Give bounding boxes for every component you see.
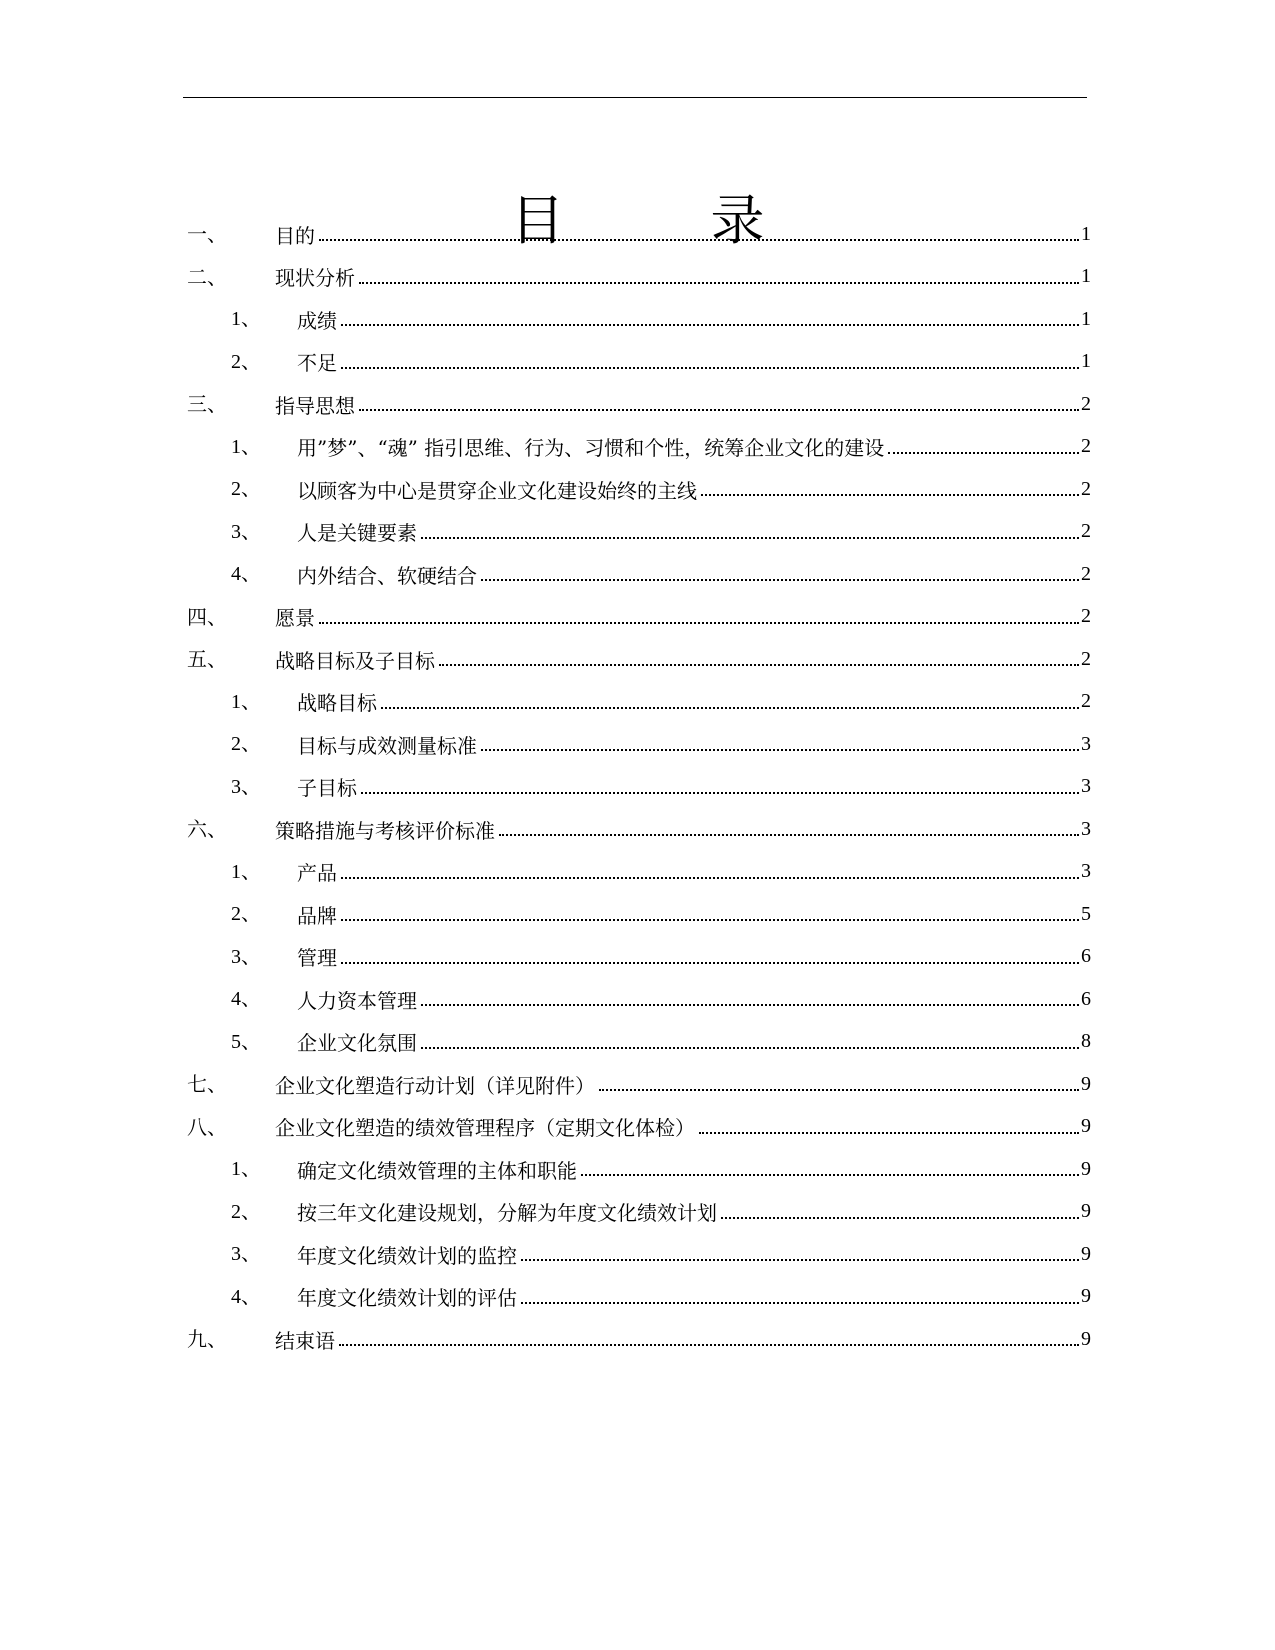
header-rule (183, 97, 1087, 98)
toc-entry-line (297, 553, 1091, 596)
toc-dot-leader (701, 494, 1079, 496)
toc-entry-number: 2、 (231, 478, 261, 500)
toc-entry-page-number[interactable]: 1 (1081, 350, 1091, 373)
toc-entry-line (297, 426, 1091, 469)
toc-entry[interactable] (0, 681, 1275, 724)
toc-entry-number: 3、 (231, 775, 261, 798)
toc-dot-leader (421, 1004, 1079, 1006)
toc-entry-title[interactable]: 内外结合、软硬结合 (297, 563, 477, 588)
toc-entry[interactable] (0, 851, 1275, 894)
toc-entry[interactable] (0, 213, 1275, 256)
toc-dot-leader (341, 877, 1079, 879)
toc-entry-line (275, 1063, 1091, 1106)
toc-dot-leader (319, 239, 1079, 241)
toc-entry-page-number[interactable]: 2 (1081, 435, 1091, 458)
toc-dot-leader (599, 1089, 1079, 1091)
toc-entry-page-number[interactable]: 9 (1081, 1285, 1091, 1308)
toc-entry-number: 4、 (231, 1285, 261, 1308)
toc-entry-title[interactable]: 目标与成效测量标准 (297, 733, 477, 758)
toc-entry-number: 3、 (231, 1243, 261, 1265)
toc-dot-leader (341, 367, 1079, 369)
toc-entry-page-number[interactable]: 3 (1081, 860, 1091, 883)
toc-entry-number: 2、 (231, 733, 261, 755)
table-of-contents (0, 213, 1275, 1361)
toc-entry-page-number[interactable]: 2 (1081, 605, 1091, 628)
toc-entry-number: 1、 (231, 1158, 261, 1180)
toc-entry-title[interactable]: 人是关键要素 (297, 521, 417, 546)
toc-entry-page-number[interactable]: 2 (1081, 690, 1091, 713)
toc-entry-line (297, 851, 1091, 894)
toc-entry-line (297, 893, 1091, 936)
toc-dot-leader (699, 1132, 1079, 1134)
toc-entry-title[interactable]: 按三年文化建设规划，分解为年度文化绩效计划 (297, 1201, 717, 1226)
toc-entry-page-number[interactable]: 9 (1081, 1327, 1091, 1350)
toc-entry-title[interactable]: 企业文化塑造行动计划（详见附件） (275, 1073, 595, 1098)
toc-entry-page-number[interactable]: 2 (1081, 562, 1091, 585)
toc-entry-line (297, 1148, 1091, 1191)
toc-entry-line (275, 383, 1091, 426)
toc-entry-number: 四、 (187, 604, 227, 629)
toc-entry-title[interactable]: 成绩 (297, 308, 337, 333)
toc-entry-number: 4、 (231, 988, 261, 1010)
toc-entry-title[interactable]: 愿景 (275, 606, 315, 631)
toc-entry-title[interactable]: 管理 (297, 946, 337, 971)
toc-dot-leader (361, 792, 1079, 794)
toc-dot-leader (721, 1217, 1079, 1219)
toc-entry-title[interactable]: 企业文化塑造的绩效管理程序（定期文化体检） (275, 1116, 695, 1141)
toc-dot-leader (341, 962, 1079, 964)
toc-entry-number: 1、 (231, 435, 261, 458)
page-title: 目 录 (510, 189, 811, 253)
toc-entry-page-number[interactable]: 9 (1081, 1200, 1091, 1223)
toc-entry-page-number[interactable]: 3 (1081, 775, 1091, 798)
toc-entry[interactable] (0, 383, 1275, 426)
toc-entry[interactable] (0, 596, 1275, 639)
toc-entry-line (297, 1021, 1091, 1064)
toc-entry[interactable] (0, 1191, 1275, 1234)
toc-entry-page-number[interactable]: 5 (1081, 902, 1091, 925)
toc-entry-title[interactable]: 策略措施与考核评价标准 (275, 818, 495, 843)
toc-entry-title[interactable]: 确定文化绩效管理的主体和职能 (297, 1158, 577, 1183)
toc-entry-line (275, 596, 1091, 639)
toc-entry-page-number[interactable]: 1 (1081, 265, 1091, 288)
toc-dot-leader (499, 834, 1079, 836)
toc-entry-line (297, 1191, 1091, 1234)
toc-entry-number: 九、 (187, 1327, 227, 1351)
toc-entry[interactable] (0, 1318, 1275, 1361)
toc-entry-title[interactable]: 子目标 (297, 776, 357, 801)
toc-entry-line (275, 213, 1091, 256)
toc-entry-page-number[interactable]: 6 (1081, 945, 1091, 968)
toc-entry-number: 五、 (187, 647, 227, 671)
toc-dot-leader (888, 452, 1079, 454)
toc-entry-title[interactable]: 战略目标及子目标 (275, 648, 435, 673)
toc-entry-line (297, 766, 1091, 809)
toc-dot-leader (481, 579, 1079, 581)
toc-entry-line (275, 808, 1091, 851)
toc-dot-leader (421, 537, 1079, 539)
toc-entry-line (297, 681, 1091, 724)
toc-entry-number: 六、 (187, 817, 227, 841)
toc-entry-line (297, 936, 1091, 979)
toc-entry-number: 1、 (231, 860, 261, 883)
toc-entry-title[interactable]: 产品 (297, 861, 337, 886)
toc-entry[interactable] (0, 766, 1275, 809)
toc-entry-title[interactable]: 年度文化绩效计划的监控 (297, 1243, 517, 1268)
toc-entry-line (297, 723, 1091, 766)
toc-entry-line (297, 978, 1091, 1021)
toc-entry-number: 二、 (187, 264, 227, 289)
toc-entry-line (275, 1318, 1091, 1361)
toc-entry[interactable] (0, 1063, 1275, 1106)
toc-entry[interactable] (0, 256, 1275, 299)
toc-entry-line (275, 256, 1091, 299)
toc-entry-line (297, 341, 1091, 384)
toc-entry[interactable] (0, 511, 1275, 554)
toc-entry[interactable] (0, 468, 1275, 511)
toc-entry-number: 2、 (231, 903, 261, 925)
toc-entry-title[interactable]: 结束语 (275, 1328, 335, 1353)
toc-entry[interactable] (0, 1106, 1275, 1149)
toc-entry-number: 3、 (231, 520, 261, 543)
toc-entry-page-number[interactable]: 2 (1081, 520, 1091, 543)
toc-entry[interactable] (0, 808, 1275, 851)
toc-dot-leader (359, 409, 1079, 411)
toc-entry-title[interactable]: 指导思想 (275, 393, 355, 418)
toc-dot-leader (319, 622, 1079, 624)
toc-entry-page-number[interactable]: 2 (1081, 477, 1091, 500)
toc-entry-title[interactable]: 现状分析 (275, 266, 355, 291)
toc-entry-page-number[interactable]: 3 (1081, 817, 1091, 840)
toc-entry-line (297, 511, 1091, 554)
toc-entry-number: 八、 (187, 1114, 227, 1139)
toc-entry-title[interactable]: 战略目标 (297, 691, 377, 716)
toc-entry-page-number[interactable]: 2 (1081, 647, 1091, 670)
toc-entry-line (297, 1276, 1091, 1319)
toc-entry-line (297, 298, 1091, 341)
toc-entry[interactable] (0, 553, 1275, 596)
toc-entry-number: 2、 (231, 350, 261, 373)
toc-entry[interactable] (0, 1021, 1275, 1064)
toc-entry-title[interactable]: 品牌 (297, 903, 337, 928)
toc-entry-title[interactable]: 人力资本管理 (297, 988, 417, 1013)
toc-entry-page-number[interactable]: 8 (1081, 1030, 1091, 1053)
toc-entry[interactable] (0, 426, 1275, 469)
toc-entry-title[interactable]: 目的 (275, 223, 315, 248)
toc-entry-number: 一、 (187, 222, 227, 246)
toc-dot-leader (359, 282, 1079, 284)
toc-dot-leader (439, 664, 1079, 666)
toc-entry-number: 5、 (231, 1030, 261, 1053)
toc-entry-title[interactable]: 年度文化绩效计划的评估 (297, 1286, 517, 1311)
toc-entry-line (297, 468, 1091, 511)
toc-dot-leader (381, 707, 1079, 709)
toc-entry[interactable] (0, 298, 1275, 341)
toc-entry[interactable] (0, 341, 1275, 384)
toc-entry[interactable] (0, 978, 1275, 1021)
toc-entry-number: 七、 (187, 1072, 227, 1096)
toc-entry[interactable] (0, 893, 1275, 936)
toc-dot-leader (339, 1344, 1079, 1346)
toc-entry-page-number[interactable]: 2 (1081, 392, 1091, 415)
toc-entry[interactable] (0, 1276, 1275, 1319)
toc-entry-line (275, 638, 1091, 681)
toc-entry-page-number[interactable]: 9 (1081, 1157, 1091, 1180)
toc-entry-page-number[interactable]: 1 (1081, 307, 1091, 330)
toc-entry-line (275, 1106, 1091, 1149)
toc-entry-page-number[interactable]: 3 (1081, 732, 1091, 755)
toc-entry-number: 1、 (231, 308, 261, 330)
toc-entry-line (297, 1233, 1091, 1276)
toc-entry-number: 2、 (231, 1200, 261, 1223)
toc-entry-title[interactable]: 企业文化氛围 (297, 1031, 417, 1056)
toc-entry-title[interactable]: 以顾客为中心是贯穿企业文化建设始终的主线 (297, 478, 697, 503)
toc-dot-leader (481, 749, 1079, 751)
toc-dot-leader (581, 1174, 1079, 1176)
toc-entry-page-number[interactable]: 9 (1081, 1115, 1091, 1138)
toc-dot-leader (521, 1259, 1079, 1261)
toc-entry-number: 1、 (231, 690, 261, 713)
toc-entry-page-number[interactable]: 9 (1081, 1242, 1091, 1265)
toc-entry-page-number[interactable]: 1 (1081, 222, 1091, 245)
toc-entry-number: 三、 (187, 392, 227, 416)
toc-entry[interactable] (0, 1148, 1275, 1191)
toc-entry[interactable] (0, 1233, 1275, 1276)
toc-entry[interactable] (0, 638, 1275, 681)
toc-entry[interactable] (0, 936, 1275, 979)
toc-entry-page-number[interactable]: 9 (1081, 1072, 1091, 1095)
toc-dot-leader (421, 1047, 1079, 1049)
toc-entry-title[interactable]: 不足 (297, 351, 337, 376)
toc-entry-number: 4、 (231, 563, 261, 585)
toc-entry-page-number[interactable]: 6 (1081, 987, 1091, 1010)
toc-dot-leader (521, 1302, 1079, 1304)
toc-entry-title[interactable]: 用”梦”、“魂” 指引思维、行为、习惯和个性，统筹企业文化的建设 (297, 436, 885, 461)
toc-entry[interactable] (0, 723, 1275, 766)
toc-dot-leader (341, 324, 1079, 326)
toc-entry-number: 3、 (231, 945, 261, 968)
toc-dot-leader (341, 919, 1079, 921)
